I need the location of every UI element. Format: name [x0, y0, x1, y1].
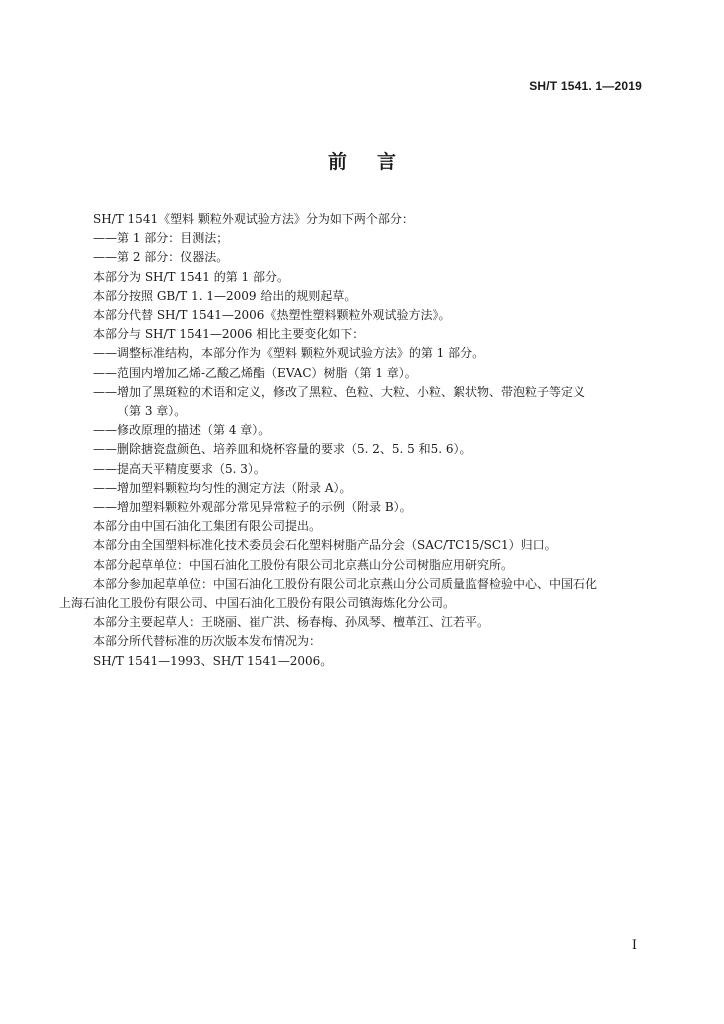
- list-item-change-balance: ——提高天平精度要求（5. 3）。: [93, 461, 266, 476]
- paragraph-participating-orgs-cont: 上海石油化工股份有限公司、中国石油化工股份有限公司镇海炼化分公司。: [59, 596, 456, 611]
- paragraph-history-versions: SH/T 1541—1993、SH/T 1541—2006。: [93, 653, 333, 668]
- paragraph-proposed-by: 本部分由中国石油化工集团有限公司提出。: [93, 519, 322, 534]
- list-item-change-scope: ——范围内增加乙烯-乙酸乙烯酯（EVAC）树脂（第 1 章）。: [93, 365, 417, 380]
- list-item-change-definitions: ——增加了黑斑粒的术语和定义，修改了黑粒、色粒、大粒、小粒、絮状物、带泡粒子等定义: [93, 384, 586, 399]
- page-title: 前言: [327, 151, 426, 173]
- paragraph-parts-intro: SH/T 1541《塑料 颗粒外观试验方法》分为如下两个部分：: [93, 212, 414, 226]
- paragraph-drafters: 本部分主要起草人：王晓丽、崔广洪、杨春梅、孙凤琴、檀革江、江若平。: [93, 615, 490, 630]
- document-body: [59, 210, 645, 671]
- list-item-part2: ——第 2 部分：仪器法。: [93, 250, 229, 265]
- list-item-part1: ——第 1 部分：目测法；: [93, 231, 229, 246]
- paragraph-changes-intro: 本部分与 SH/T 1541—2006 相比主要变化如下：: [93, 327, 365, 342]
- list-item-change-annex-b: ——增加塑料颗粒外观部分常见异常粒子的示例（附录 B）。: [93, 500, 412, 515]
- paragraph-drafting-org: 本部分起草单位：中国石油化工股份有限公司北京燕山分公司树脂应用研究所。: [93, 557, 514, 572]
- paragraph-this-part: 本部分为 SH/T 1541 的第 1 部分。: [93, 269, 289, 284]
- page-number: I: [631, 938, 637, 953]
- list-item-change-delete: ——删除搪瓷盘颜色、培养皿和烧杯容量的要求（5. 2、5. 5 和5. 6）。: [93, 442, 472, 457]
- list-item-change-structure: ——调整标准结构，本部分作为《塑料 颗粒外观试验方法》的第 1 部分。: [93, 346, 485, 361]
- standard-code: SH/T 1541. 1—2019: [529, 79, 642, 93]
- list-item-change-definitions-cont: （第 3 章）。: [117, 404, 187, 419]
- list-item-change-annex-a: ——增加塑料颗粒均匀性的测定方法（附录 A）。: [93, 480, 352, 495]
- paragraph-drafting-rules: 本部分按照 GB/T 1. 1—2009 给出的规则起草。: [93, 288, 357, 303]
- paragraph-history-intro: 本部分所代替标准的历次版本发布情况为：: [93, 634, 322, 649]
- paragraph-replaces: 本部分代替 SH/T 1541—2006《热塑性塑料颗粒外观试验方法》。: [93, 308, 451, 323]
- paragraph-administered-by: 本部分由全国塑料标准化技术委员会石化塑料树脂产品分会（SAC/TC15/SC1）归口。: [93, 538, 557, 553]
- list-item-change-principle: ——修改原理的描述（第 4 章）。: [93, 423, 271, 438]
- paragraph-participating-orgs: 本部分参加起草单位：中国石油化工股份有限公司北京燕山分公司质量监督检验中心、中国石化: [93, 576, 598, 591]
